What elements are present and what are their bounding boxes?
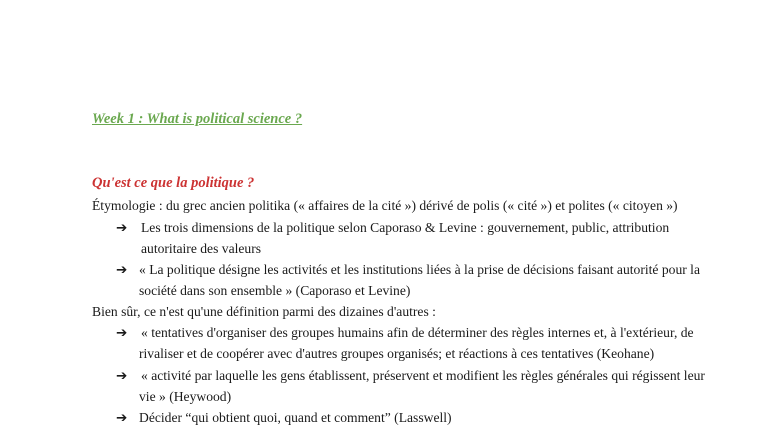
definition-1-line-1: « tentatives d'organiser des groupes humains afin de déterminer des règles internes et, à l'extérieur, de — [141, 325, 694, 340]
arrow-right-icon: ➔ — [116, 262, 128, 277]
bullet-1-line-2: autoritaire des valeurs — [141, 241, 262, 256]
definition-3-line-1: Décider “qui obtient quoi, quand et comment” (Lasswell) — [139, 410, 452, 425]
definition-1-line-2: rivaliser et de coopérer avec d'autres groupes organisés; et réactions à ces tentatives (Keohane) — [139, 346, 655, 361]
bullet-1-line-1: Les trois dimensions de la politique selon Caporaso & Levine : gouvernement, public, attribution — [141, 220, 670, 235]
bullet-2-line-2: société dans son ensemble » (Caporaso et Levine) — [139, 283, 411, 298]
arrow-right-icon: ➔ — [116, 325, 128, 340]
arrow-right-icon: ➔ — [116, 410, 128, 425]
section-title: Qu'est ce que la politique ? — [92, 175, 255, 191]
definitions-intro: Bien sûr, ce n'est qu'une définition parmi des dizaines d'autres : — [92, 304, 436, 319]
arrow-right-icon: ➔ — [116, 220, 128, 235]
etymology-line: Étymologie : du grec ancien politika (« affaires de la cité ») dérivé de polis (« cité ») et polites (« citoyen ») — [92, 198, 678, 213]
definition-2-line-2: vie » (Heywood) — [139, 389, 232, 404]
definition-2-line-1: « activité par laquelle les gens établissent, préservent et modifient les règles générales qui régissent leur — [141, 368, 705, 383]
bullet-2-line-1: « La politique désigne les activités et les institutions liées à la prise de décisions faisant autorité pour la — [139, 262, 700, 277]
week-title: Week 1 : What is political science ? — [92, 111, 303, 127]
arrow-right-icon: ➔ — [116, 368, 128, 383]
